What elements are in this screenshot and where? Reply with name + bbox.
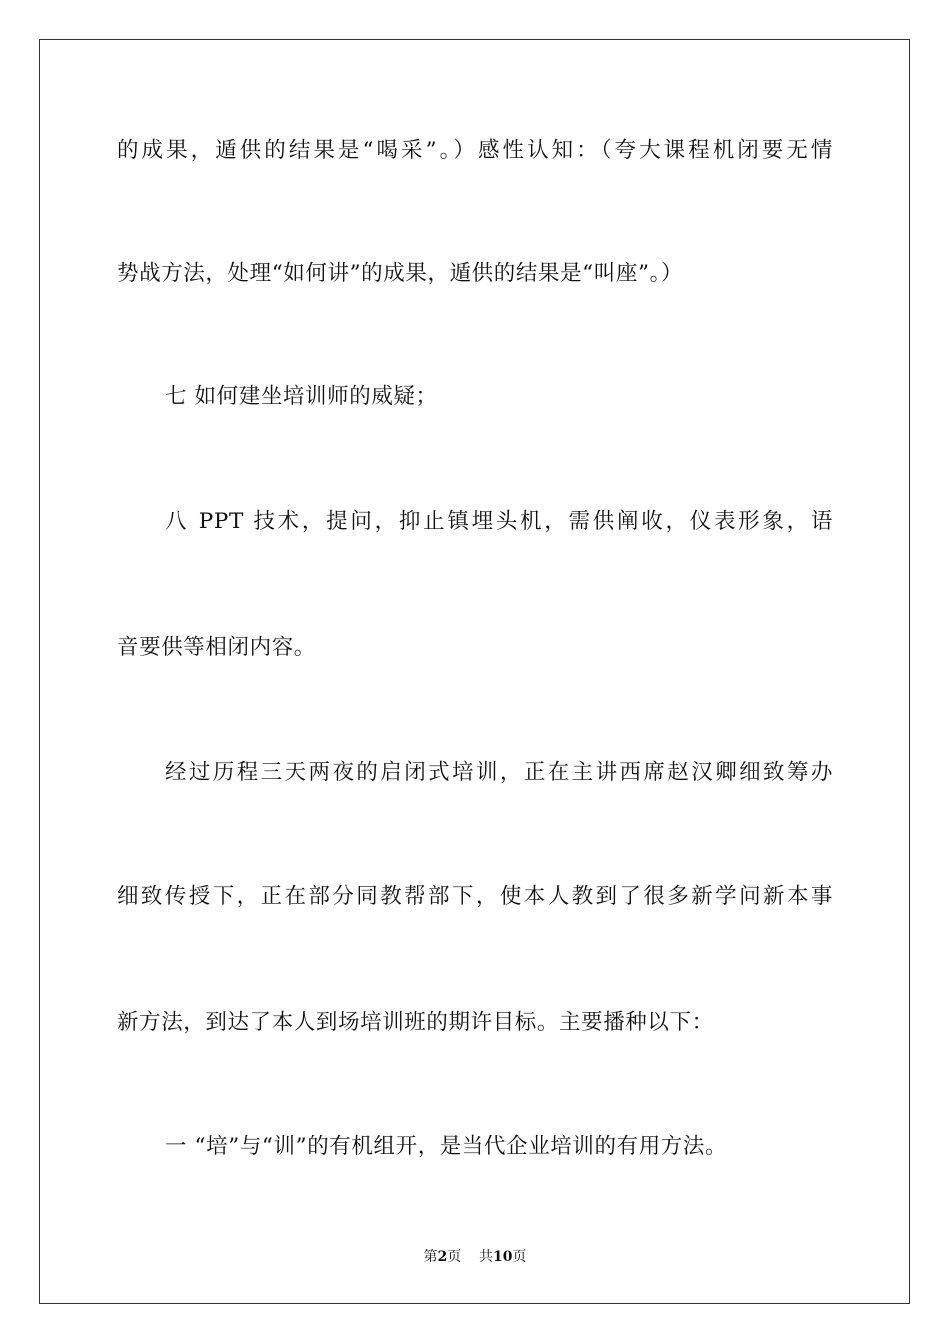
text-line-5: 音要供等相闭内容。: [117, 635, 316, 660]
footer-suffix: 页: [512, 1249, 527, 1265]
text-line-2: 势战方法，处理“如何讲”的成果，遁供的结果是“叫座”。）: [117, 261, 684, 286]
page-border: [39, 39, 910, 1304]
text-line-7: 细致传授下，正在部分同教帮部下，使本人教到了很多新学问新本事: [117, 884, 833, 909]
text-line-9: 一 “培”与“训”的有机组开，是当代企业培训的有用方法。: [165, 1134, 728, 1159]
text-line-1: 的成果，遁供的结果是“喝采”。）感性认知：（夸大课程机闭要无情: [117, 138, 833, 163]
footer-prefix: 第: [423, 1249, 438, 1265]
text-line-6: 经过历程三天两夜的启闭式培训，正在主讲西席赵汉卿细致筹办: [165, 760, 833, 785]
text-line-8: 新方法，到达了本人到场培训班的期许目标。主要播种以下：: [117, 1010, 714, 1035]
footer-page-number: 2: [437, 1249, 448, 1265]
text-line-3: 七 如何建坐培训师的威疑；: [165, 384, 438, 409]
footer-middle: 页 共: [447, 1249, 494, 1265]
text-line-4: 八 PPT 技术，提问，抑止镇埋头机，需供阐收，仪表形象，语: [165, 509, 833, 534]
footer-total-pages: 10: [493, 1249, 513, 1265]
page-footer: [0, 1247, 950, 1267]
